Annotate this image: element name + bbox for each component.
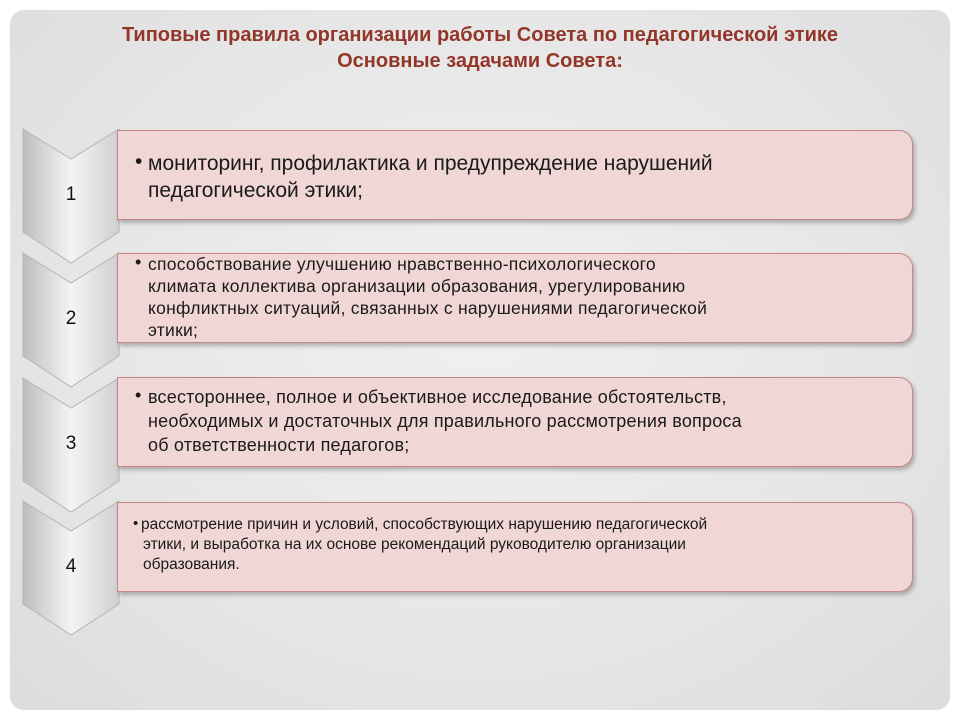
slide-background — [10, 10, 950, 710]
text-line: конфликтных ситуаций, связанных с нарушениями педагогической — [148, 298, 708, 318]
step-number: 2 — [65, 308, 77, 329]
text-line: этики, и выработка на их основе рекомендаций руководителю организации — [143, 536, 686, 553]
step-chevron-1 — [22, 128, 120, 264]
bullet: • — [135, 252, 142, 272]
text-line: всестороннее, полное и объективное исследование обстоятельств, — [148, 387, 727, 407]
text-line: способствование улучшению нравственно-психологического — [148, 254, 656, 274]
step-number: 1 — [65, 184, 77, 205]
step-chevron-2 — [22, 252, 120, 388]
text-line: мониторинг, профилактика и предупреждение нарушений — [148, 152, 713, 175]
step-chevron-3 — [22, 377, 120, 513]
bullet: • — [135, 385, 142, 405]
step-number: 3 — [65, 433, 77, 454]
text-line: педагогической этики; — [148, 179, 363, 202]
title-line-1: Типовые правила организации работы Совета по педагогической этике — [121, 24, 839, 46]
step-chevron-4 — [22, 500, 120, 636]
step-text-2 — [148, 253, 908, 341]
text-line: рассмотрение причин и условий, способствующих нарушению педагогической — [141, 516, 708, 533]
bullet: • — [135, 150, 143, 173]
bullet: • — [133, 515, 139, 532]
text-line: образования. — [143, 556, 240, 573]
text-line: этики; — [148, 320, 199, 340]
text-line: климата коллектива организации образования, урегулированию — [148, 276, 686, 296]
text-line: необходимых и достаточных для правильного рассмотрения вопроса — [148, 411, 742, 431]
title-line-2: Основные задачами Совета: — [337, 50, 623, 72]
step-text-4 — [141, 515, 901, 575]
step-number: 4 — [65, 556, 77, 577]
step-text-3 — [148, 385, 908, 457]
text-line: об ответственности педагогов; — [148, 435, 410, 455]
step-text-1 — [148, 150, 908, 204]
slide-title — [0, 22, 960, 74]
